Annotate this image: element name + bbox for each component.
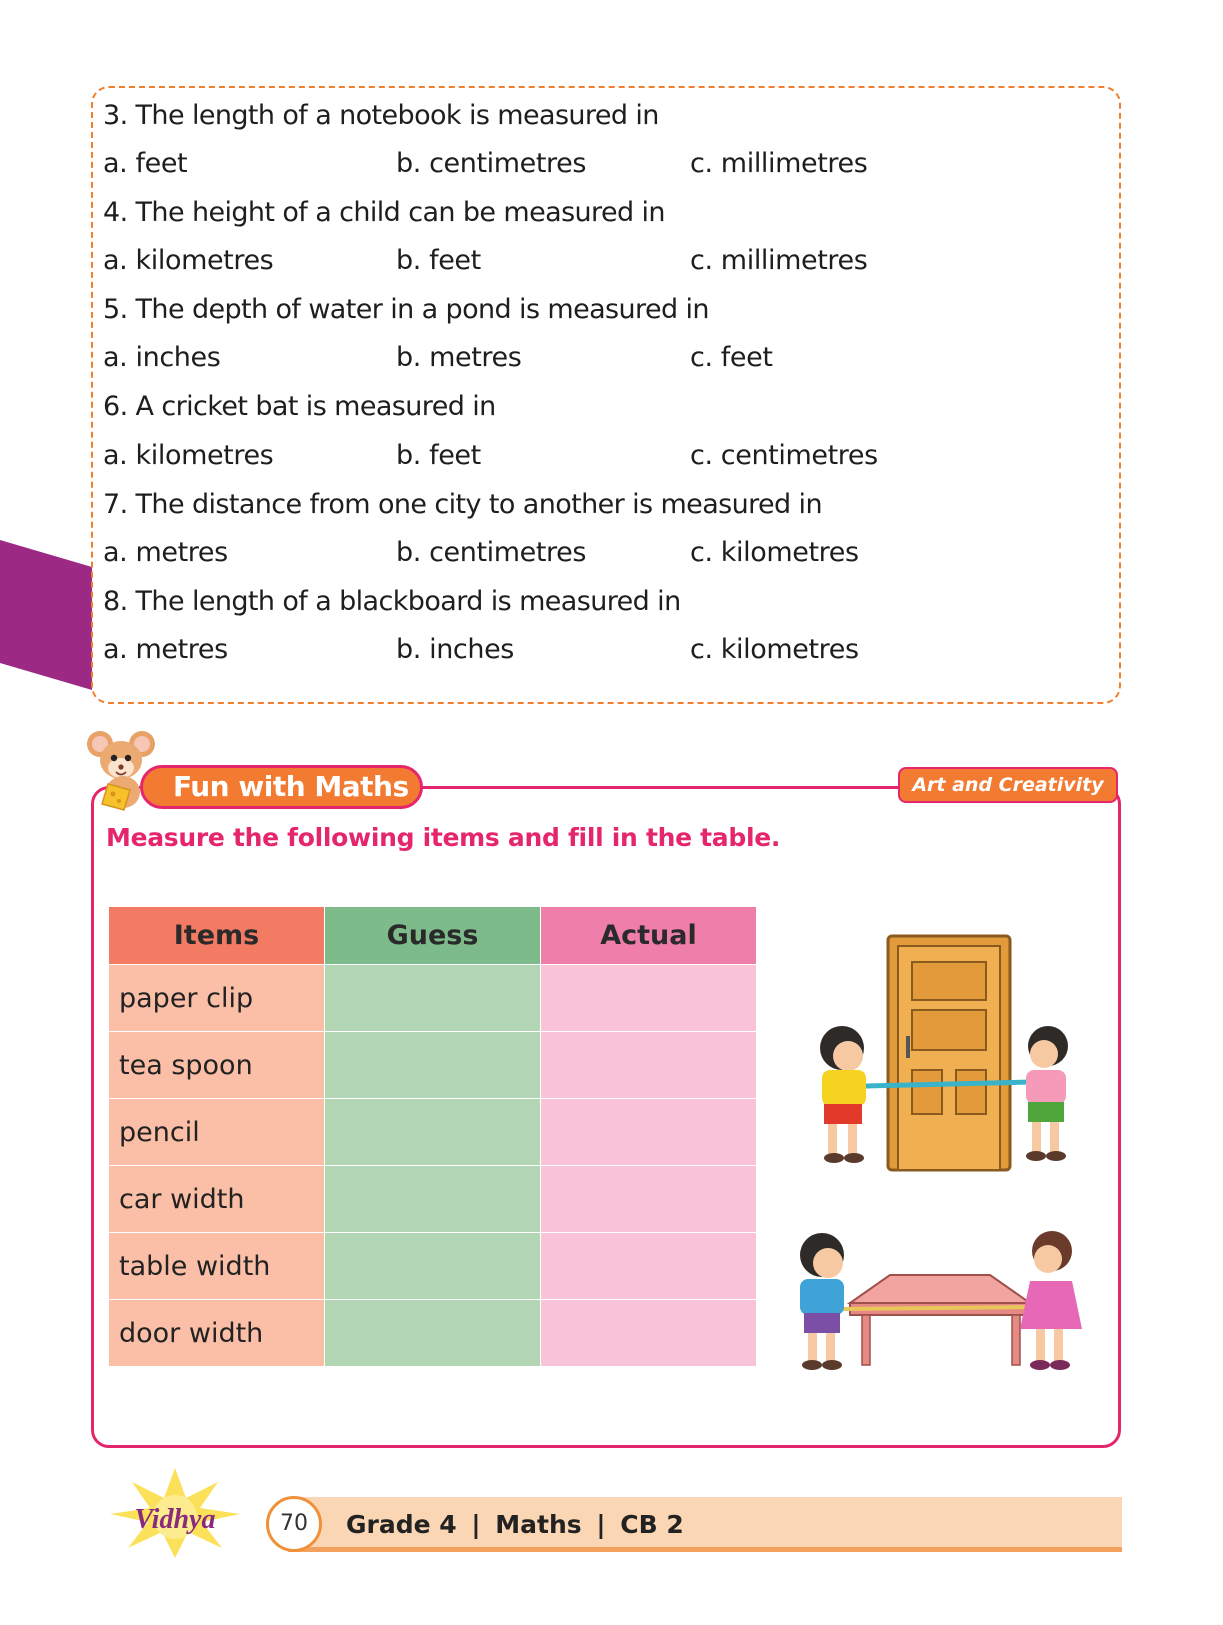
item-cell: car width [109, 1166, 325, 1233]
footer-book: CB 2 [620, 1510, 684, 1539]
vidhya-logo [90, 1462, 260, 1562]
actual-cell[interactable] [541, 1032, 757, 1099]
actual-cell[interactable] [541, 1233, 757, 1300]
guess-cell[interactable] [325, 1166, 541, 1233]
header-items: Items [109, 907, 325, 965]
q6-option-a: a. kilometres [103, 440, 274, 471]
footer-grade: Grade 4 [346, 1510, 457, 1539]
guess-cell[interactable] [325, 1300, 541, 1367]
actual-cell[interactable] [541, 1099, 757, 1166]
q5-option-c: c. feet [690, 342, 773, 373]
table-row [109, 965, 757, 1032]
item-cell: tea spoon [109, 1032, 325, 1099]
table-row [109, 1032, 757, 1099]
footer-separator: | [471, 1510, 481, 1539]
actual-cell[interactable] [541, 1166, 757, 1233]
question-3: 3. The length of a notebook is measured in [103, 100, 659, 131]
footer-info [346, 1510, 684, 1539]
guess-cell[interactable] [325, 1099, 541, 1166]
q7-option-c: c. kilometres [690, 537, 859, 568]
kids-measuring-door-illustration [808, 930, 1098, 1190]
q5-option-a: a. inches [103, 342, 221, 373]
table-header-row [109, 907, 757, 965]
q8-option-c: c. kilometres [690, 634, 859, 665]
q3-option-c: c. millimetres [690, 148, 868, 179]
q3-option-b: b. centimetres [396, 148, 587, 179]
footer-separator: | [596, 1510, 606, 1539]
header-actual: Actual [541, 907, 757, 965]
logo-text: Vidhya [134, 1504, 216, 1535]
item-cell: door width [109, 1300, 325, 1367]
page-number: 70 [266, 1496, 322, 1552]
item-cell: pencil [109, 1099, 325, 1166]
q6-option-c: c. centimetres [690, 440, 878, 471]
q4-option-b: b. feet [396, 245, 481, 276]
guess-cell[interactable] [325, 1233, 541, 1300]
decorative-side-flag [0, 540, 92, 690]
measurement-table [108, 906, 757, 1367]
question-8: 8. The length of a blackboard is measured in [103, 586, 681, 617]
q4-option-a: a. kilometres [103, 245, 274, 276]
category-tag: Art and Creativity [898, 767, 1118, 803]
q8-option-b: b. inches [396, 634, 514, 665]
kids-measuring-table-illustration [790, 1225, 1100, 1385]
guess-cell[interactable] [325, 1032, 541, 1099]
question-6: 6. A cricket bat is measured in [103, 391, 496, 422]
item-cell: table width [109, 1233, 325, 1300]
table-row [109, 1300, 757, 1367]
table-row [109, 1099, 757, 1166]
actual-cell[interactable] [541, 965, 757, 1032]
q7-option-a: a. metres [103, 537, 228, 568]
q3-option-a: a. feet [103, 148, 188, 179]
header-guess: Guess [325, 907, 541, 965]
table-row [109, 1233, 757, 1300]
footer-subject: Maths [495, 1510, 582, 1539]
question-5: 5. The depth of water in a pond is measured in [103, 294, 709, 325]
actual-cell[interactable] [541, 1300, 757, 1367]
mouse-mascot-icon [86, 726, 156, 812]
table-row [109, 1166, 757, 1233]
question-4: 4. The height of a child can be measured in [103, 197, 665, 228]
q6-option-b: b. feet [396, 440, 481, 471]
section-title: Fun with Maths [140, 765, 423, 809]
q8-option-a: a. metres [103, 634, 228, 665]
guess-cell[interactable] [325, 965, 541, 1032]
question-7: 7. The distance from one city to another is measured in [103, 489, 822, 520]
q4-option-c: c. millimetres [690, 245, 868, 276]
activity-instruction: Measure the following items and fill in the table. [106, 823, 781, 852]
q7-option-b: b. centimetres [396, 537, 587, 568]
q5-option-b: b. metres [396, 342, 522, 373]
item-cell: paper clip [109, 965, 325, 1032]
